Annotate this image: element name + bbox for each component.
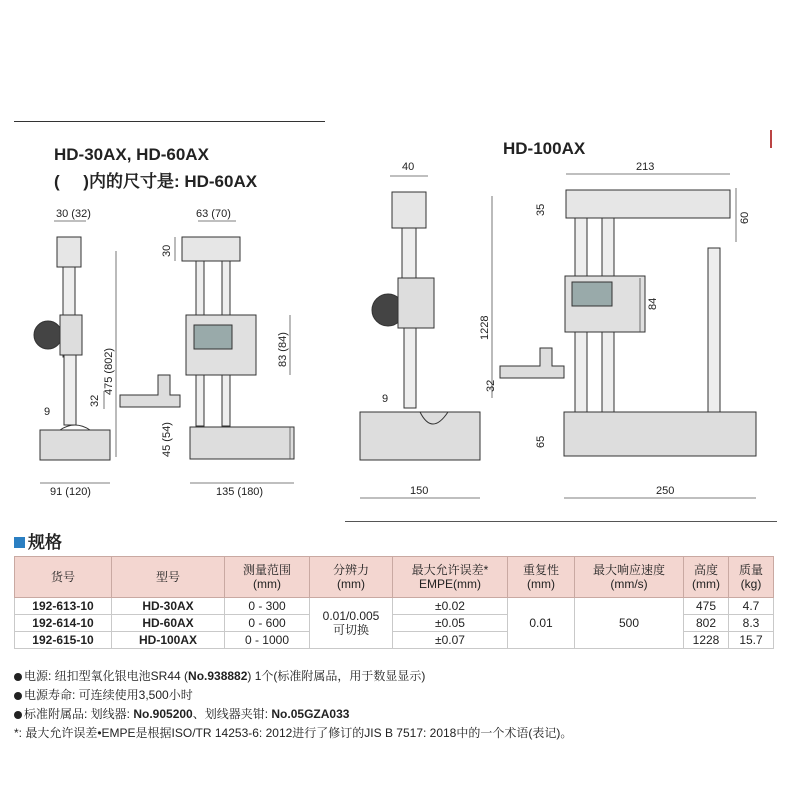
cell-mass: 15.7 bbox=[729, 632, 774, 649]
spec-header-row bbox=[15, 557, 774, 598]
drawing-bottom-rule bbox=[345, 521, 777, 522]
dim-right-base-left: 150 bbox=[410, 485, 429, 497]
cell-speed: 500 bbox=[575, 598, 684, 649]
dim-left-base-left: 91 (120) bbox=[50, 486, 91, 498]
note-accessories-b2: No.05GZA033 bbox=[271, 707, 350, 721]
note-accessories-mid: 、划线器夹钳: bbox=[192, 707, 272, 721]
col-height: 高度 (mm) bbox=[684, 557, 729, 598]
note-power-post: ) 1个(标准附属品，用于数显显示) bbox=[247, 669, 426, 683]
cell-mpe: ±0.07 bbox=[393, 632, 508, 649]
dim-left-30: 30 bbox=[161, 244, 173, 257]
cell-resolution: 0.01/0.005 可切换 bbox=[310, 598, 393, 649]
dim-left-9: 9 bbox=[44, 406, 51, 418]
dim-left-32: 32 bbox=[89, 394, 101, 407]
top-rule-left bbox=[14, 121, 325, 122]
note-footnote: *: 最大允许误差•EMPE是根据ISO/TR 14253-6: 2012进行了修订的JIS B 7517: 2018中的一个术语(表记)。 bbox=[14, 726, 573, 740]
col-mass: 质量 (kg) bbox=[729, 557, 774, 598]
note-power bbox=[14, 667, 425, 684]
cell-model: HD-60AX bbox=[112, 615, 225, 632]
dim-right-base-right: 250 bbox=[656, 485, 675, 497]
dim-left-top-body: 63 (70) bbox=[196, 208, 231, 220]
col-range: 测量范围 (mm) bbox=[225, 557, 310, 598]
dim-right-65: 65 bbox=[535, 435, 547, 448]
bullet-icon bbox=[14, 673, 22, 681]
cell-mass: 4.7 bbox=[729, 598, 774, 615]
note-accessories-b1: No.905200 bbox=[133, 707, 193, 721]
right-title: HD-100AX bbox=[503, 139, 586, 158]
cell-mpe: ±0.02 bbox=[393, 598, 508, 615]
dim-left-base-right: 135 (180) bbox=[216, 486, 264, 498]
cell-range: 0 - 300 bbox=[225, 598, 310, 615]
cell-model: HD-30AX bbox=[112, 598, 225, 615]
left-drawing bbox=[0, 195, 320, 515]
dim-right-top-width: 213 bbox=[636, 161, 655, 173]
col-model: 型号 bbox=[112, 557, 225, 598]
cell-code: 192-613-10 bbox=[15, 598, 112, 615]
col-repeatability: 重复性 (mm) bbox=[508, 557, 575, 598]
left-title-line2: ( )内的尺寸是: HD-60AX bbox=[54, 172, 258, 191]
dim-right-84: 84 bbox=[647, 297, 659, 310]
dim-left-top-head: 30 (32) bbox=[56, 208, 91, 220]
dim-left-475: 475 (802) bbox=[103, 347, 115, 395]
bullet-icon bbox=[14, 692, 22, 700]
cell-height: 475 bbox=[684, 598, 729, 615]
right-drawing bbox=[340, 158, 780, 528]
spec-heading-marker bbox=[14, 537, 25, 548]
spec-table bbox=[14, 556, 774, 649]
dim-right-9: 9 bbox=[382, 393, 389, 405]
cell-model: HD-100AX bbox=[112, 632, 225, 649]
dim-right-60: 60 bbox=[739, 211, 751, 224]
dim-left-45: 45 (54) bbox=[161, 422, 173, 457]
note-power-bold: No.938882 bbox=[188, 669, 248, 683]
cell-code: 192-615-10 bbox=[15, 632, 112, 649]
spec-heading bbox=[14, 528, 62, 553]
cell-height: 802 bbox=[684, 615, 729, 632]
cell-mpe: ±0.05 bbox=[393, 615, 508, 632]
col-resolution: 分辨力 (mm) bbox=[310, 557, 393, 598]
cell-height: 1228 bbox=[684, 632, 729, 649]
cell-mass: 8.3 bbox=[729, 615, 774, 632]
dim-right-1228: 1228 bbox=[479, 315, 491, 340]
spec-heading-text: 规格 bbox=[28, 533, 62, 552]
cell-range: 0 - 600 bbox=[225, 615, 310, 632]
cell-range: 0 - 1000 bbox=[225, 632, 310, 649]
note-accessories bbox=[14, 705, 349, 722]
note-battery-life bbox=[14, 686, 193, 703]
dim-left-83: 83 (84) bbox=[277, 332, 289, 367]
dim-right-32: 32 bbox=[485, 379, 497, 392]
col-code: 货号 bbox=[15, 557, 112, 598]
right-edge-mark bbox=[770, 130, 772, 148]
col-speed: 最大响应速度 (mm/s) bbox=[575, 557, 684, 598]
table-row bbox=[15, 598, 774, 615]
note-accessories-pre: 标准附属品: 划线器: bbox=[24, 707, 134, 721]
dim-right-top-head: 40 bbox=[402, 161, 415, 173]
cell-code: 192-614-10 bbox=[15, 615, 112, 632]
left-title-line1: HD-30AX, HD-60AX bbox=[54, 145, 209, 164]
bullet-icon bbox=[14, 711, 22, 719]
note-power-pre: 电源: 纽扣型氧化银电池SR44 ( bbox=[24, 669, 189, 683]
note-battery-life-text: 电源寿命: 可连续使用3,500小时 bbox=[24, 688, 193, 702]
cell-repeatability: 0.01 bbox=[508, 598, 575, 649]
dim-right-35: 35 bbox=[535, 203, 547, 216]
col-mpe: 最大允许误差* EMPE(mm) bbox=[393, 557, 508, 598]
